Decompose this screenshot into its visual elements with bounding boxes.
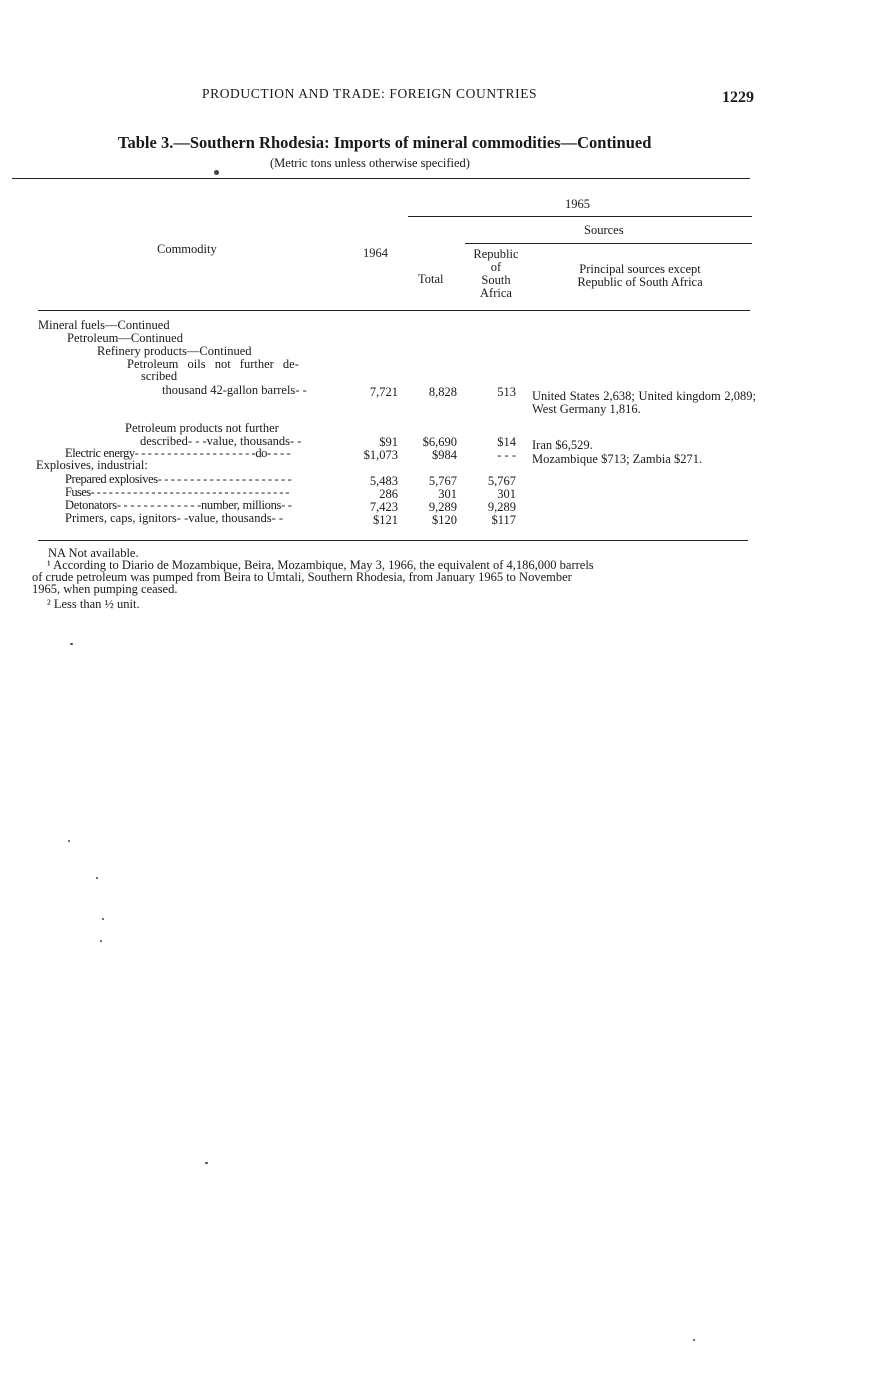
running-head: PRODUCTION AND TRADE: FOREIGN COUNTRIES (202, 86, 538, 101)
scan-speck (70, 643, 73, 645)
value-total: 301 (438, 487, 457, 501)
value-1964: 7,721 (369, 385, 398, 399)
row-label: scribed (141, 369, 178, 383)
header-bottom-rule (38, 310, 750, 311)
value-rsa: 301 (497, 487, 516, 501)
row-label: Mineral fuels—Continued (38, 318, 170, 332)
top-rule (12, 178, 750, 179)
value-total: $120 (432, 513, 457, 527)
header-total: Total (418, 272, 444, 286)
value-1964: $1,073 (363, 448, 398, 462)
row-label: Petroleum—Continued (67, 331, 183, 345)
footnote-2: ² Less than ½ unit. (47, 597, 140, 611)
table-subtitle: (Metric tons unless otherwise specified) (270, 156, 470, 170)
value-total: $984 (432, 448, 457, 462)
value-rsa: 9,289 (487, 500, 516, 514)
value-sources: Mozambique $713; Zambia $271. (532, 452, 703, 466)
value-1964: 5,483 (369, 474, 398, 488)
value-rsa: $117 (491, 513, 516, 527)
header-1964: 1964 (363, 246, 388, 260)
value-total: 9,289 (428, 500, 457, 514)
row-label: Petroleum oils not further de- (127, 357, 299, 371)
value-1964: $91 (379, 435, 398, 449)
value-total: $6,690 (422, 435, 457, 449)
header-commodity: Commodity (157, 242, 217, 256)
footnote-1-cont: of crude petroleum was pumped from Beira to Umtali, Southern Rhodesia, from January 1965 to November (32, 570, 572, 584)
table-title: Table 3.—Southern Rhodesia: Imports of mineral commodities—Continued (118, 133, 652, 152)
footnote-na: NA Not available. (48, 546, 139, 560)
row-label: thousand 42-gallon barrels- - (162, 383, 307, 397)
value-rsa: 5,767 (487, 474, 516, 488)
row-label: Prepared explosives- - - - - - - - - - - - - - - - - - - - - (65, 472, 292, 486)
header-1965: 1965 (565, 197, 590, 211)
value-sources: Iran $6,529. (532, 438, 593, 452)
rule-sources (465, 243, 752, 244)
table-bottom-rule (38, 540, 748, 541)
value-1964: $121 (373, 513, 398, 527)
value-total: 5,767 (428, 474, 457, 488)
scan-speck (102, 918, 104, 920)
row-label: described- - -value, thousands- - (140, 434, 302, 448)
page-number: 1229 (722, 89, 754, 106)
stray-mark (214, 170, 219, 175)
value-1964: 286 (379, 487, 398, 501)
footnote-1: ¹ According to Diario de Mozambique, Beira, Mozambique, May 3, 1966, the equivalent of 4,186,000 barrels (47, 558, 594, 572)
row-label: Petroleum products not further (125, 421, 279, 435)
header-rsa: Republic of South Africa (473, 247, 519, 300)
value-1964: 7,423 (369, 500, 398, 514)
scan-speck (96, 877, 98, 879)
value-rsa: $14 (497, 435, 516, 449)
scan-speck (693, 1339, 695, 1341)
row-label: Fuses- - - - - - - - - - - - - - - - - - - - - - - - - - - - - - - - - (65, 485, 289, 499)
row-label: Explosives, industrial: (36, 458, 148, 472)
scan-speck (68, 840, 70, 842)
scan-speck (205, 1162, 208, 1164)
header-principal-sources: Principal sources except Republic of South Africa (577, 262, 703, 289)
row-label: Refinery products—Continued (97, 344, 252, 358)
header-sources: Sources (584, 223, 624, 237)
row-label: Electric energy- - - - - - - - - - - - - - - - - - -do- - - - (65, 446, 291, 460)
scan-speck (100, 940, 102, 942)
footnote-1-cont: 1965, when pumping ceased. (32, 582, 178, 596)
row-label: Primers, caps, ignitors- -value, thousands- - (65, 511, 284, 525)
rule-1965 (408, 216, 752, 217)
row-label: Detonators- - - - - - - - - - - - -number, millions- - (65, 498, 292, 512)
value-rsa: 513 (497, 385, 516, 399)
value-sources: United States 2,638; United kingdom 2,089; West Germany 1,816. (532, 389, 756, 416)
value-total: 8,828 (428, 385, 457, 399)
value-rsa: - - - (497, 448, 516, 462)
